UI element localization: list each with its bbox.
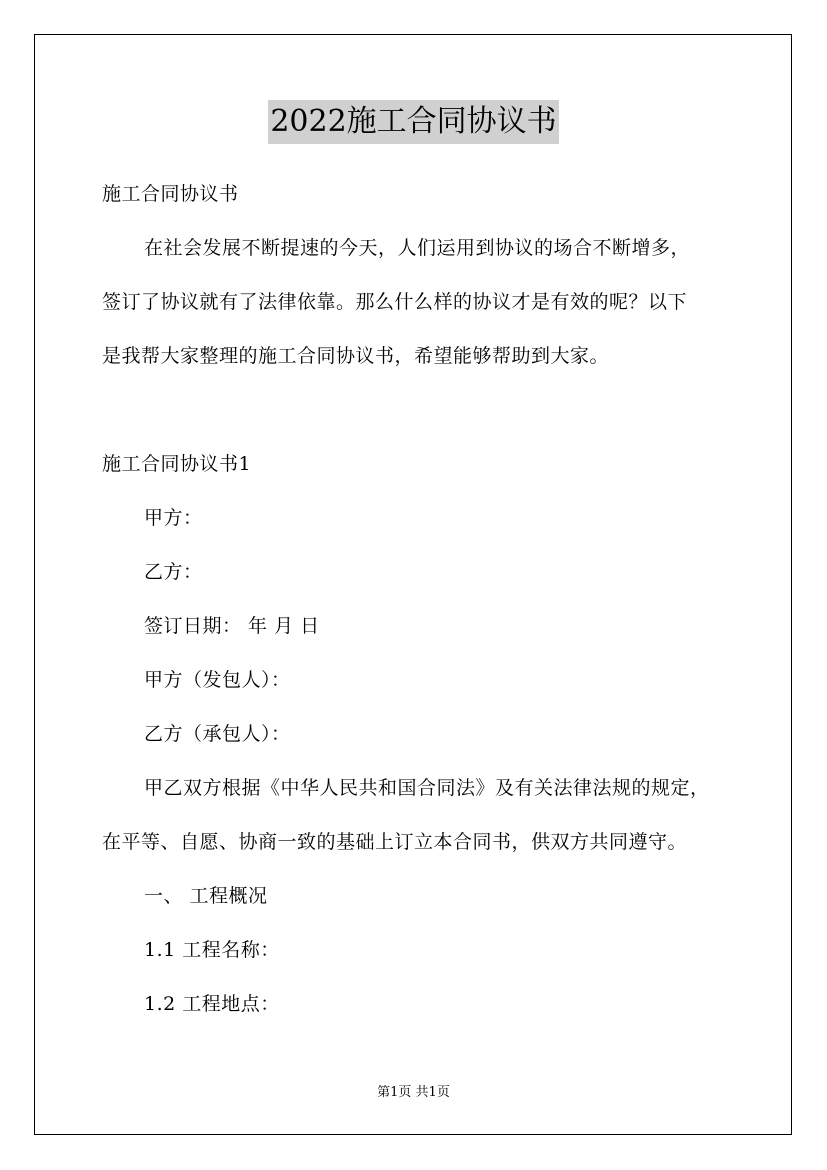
- field-sign-date: 签订日期： 年 月 日: [144, 615, 320, 637]
- agreement-line-2: 在平等、自愿、协商一致的基础上订立本合同书，供双方共同遵守。: [102, 831, 688, 853]
- clause-1-heading: 一、 工程概况: [144, 885, 268, 907]
- page-footer: 第1页 共1页: [377, 1085, 450, 1100]
- clause-1-item-2: 1.2 工程地点：: [144, 993, 280, 1015]
- intro-line-1: 在社会发展不断提速的今天，人们运用到协议的场合不断增多，: [144, 237, 691, 259]
- field-party-a: 甲方：: [144, 507, 203, 529]
- document-title-text: 2022施工合同协议书: [268, 100, 558, 144]
- document-subtitle: 施工合同协议书: [102, 183, 239, 205]
- clause-1-item-1: 1.1 工程名称：: [144, 939, 280, 961]
- field-party-b-contractor: 乙方（承包人）：: [144, 723, 291, 745]
- intro-line-3: 是我帮大家整理的施工合同协议书，希望能够帮助到大家。: [102, 345, 610, 367]
- intro-line-2: 签订了协议就有了法律依靠。那么什么样的协议才是有效的呢？以下: [102, 291, 688, 313]
- field-party-b: 乙方：: [144, 561, 203, 583]
- agreement-line-1: 甲乙双方根据《中华人民共和国合同法》及有关法律法规的规定，: [144, 777, 710, 799]
- document-title: [0, 100, 827, 144]
- field-party-a-contractor: 甲方（发包人）：: [144, 669, 291, 691]
- section-title: 施工合同协议书1: [102, 453, 252, 475]
